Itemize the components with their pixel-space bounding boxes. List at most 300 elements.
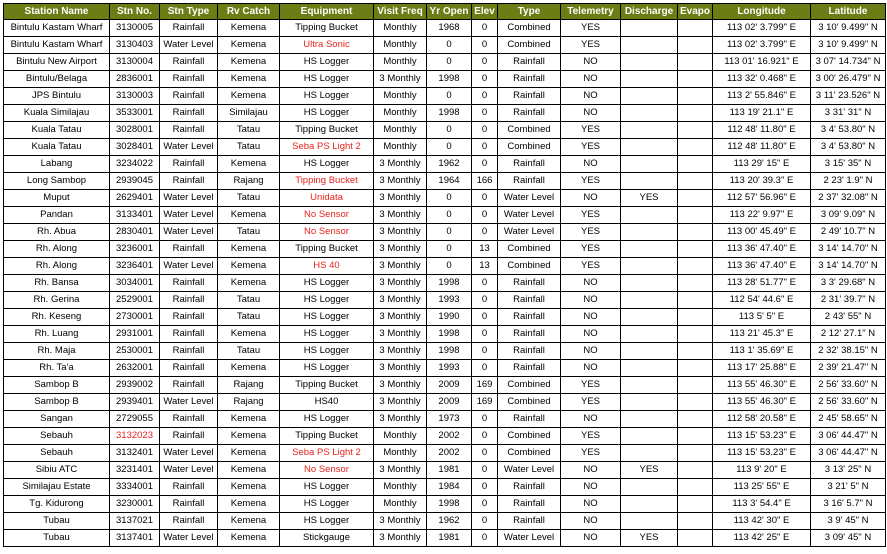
cell-elev: 0 [472,139,498,156]
cell-stn-type: Water Level [160,462,218,479]
cell-discharge: YES [621,190,678,207]
cell-type: Combined [498,122,561,139]
cell-station-name: Similajau Estate [4,479,110,496]
cell-telemetry: NO [561,462,621,479]
cell-evapo [678,326,713,343]
cell-latitude: 3 4' 53.80" N [811,122,886,139]
cell-rv-catch: Kemena [218,71,280,88]
cell-telemetry: NO [561,71,621,88]
cell-discharge [621,88,678,105]
cell-equipment: Ultra Sonic [280,37,374,54]
cell-rv-catch: Kemena [218,241,280,258]
cell-rv-catch: Tatau [218,122,280,139]
cell-visit-freq: 3 Monthly [374,530,427,547]
cell-type: Combined [498,241,561,258]
cell-elev: 0 [472,428,498,445]
cell-stn-type: Rainfall [160,122,218,139]
cell-station-name: Long Sambop [4,173,110,190]
cell-telemetry: NO [561,88,621,105]
cell-stn-no: 2931001 [110,326,160,343]
cell-stn-no: 2629401 [110,190,160,207]
cell-yr-open: 2009 [427,377,472,394]
cell-station-name: Sebauh [4,445,110,462]
cell-latitude: 3 14' 14.70" N [811,241,886,258]
cell-latitude: 3 11' 23.526" N [811,88,886,105]
cell-rv-catch: Tatau [218,190,280,207]
cell-evapo [678,462,713,479]
cell-visit-freq: 3 Monthly [374,513,427,530]
cell-stn-type: Rainfall [160,479,218,496]
cell-station-name: Pandan [4,207,110,224]
cell-rv-catch: Tatau [218,139,280,156]
cell-stn-type: Rainfall [160,513,218,530]
cell-type: Rainfall [498,343,561,360]
cell-rv-catch: Rajang [218,377,280,394]
cell-rv-catch: Kemena [218,513,280,530]
cell-elev: 13 [472,258,498,275]
cell-rv-catch: Kemena [218,207,280,224]
cell-equipment: Unidata [280,190,374,207]
column-header-telemetry: Telemetry [561,4,621,20]
cell-telemetry: YES [561,173,621,190]
cell-latitude: 3 14' 14.70" N [811,258,886,275]
cell-yr-open: 1998 [427,496,472,513]
cell-stn-no: 2939401 [110,394,160,411]
cell-latitude: 2 12' 27.1" N [811,326,886,343]
cell-stn-type: Rainfall [160,71,218,88]
cell-telemetry: YES [561,377,621,394]
table-header-row [4,4,886,20]
cell-equipment: HS Logger [280,496,374,513]
table-row [4,275,886,292]
cell-station-name: Kuala Tatau [4,139,110,156]
table-row [4,513,886,530]
cell-rv-catch: Tatau [218,343,280,360]
cell-telemetry: YES [561,258,621,275]
cell-station-name: Sambop B [4,377,110,394]
cell-station-name: Bintulu New Airport [4,54,110,71]
cell-stn-type: Rainfall [160,275,218,292]
cell-yr-open: 1998 [427,275,472,292]
cell-evapo [678,394,713,411]
cell-stn-no: 3133401 [110,207,160,224]
cell-visit-freq: Monthly [374,88,427,105]
cell-longitude: 113 42' 25" E [713,530,811,547]
cell-type: Combined [498,377,561,394]
cell-visit-freq: 3 Monthly [374,258,427,275]
cell-evapo [678,207,713,224]
cell-longitude: 112 58' 20.58" E [713,411,811,428]
cell-stn-no: 3230001 [110,496,160,513]
cell-latitude: 3 4' 53.80" N [811,139,886,156]
cell-longitude: 113 17' 25.88" E [713,360,811,377]
cell-type: Combined [498,139,561,156]
cell-elev: 0 [472,479,498,496]
column-header-longitude: Longitude [713,4,811,20]
table-body [4,20,886,547]
cell-latitude: 3 00' 26.479" N [811,71,886,88]
cell-longitude: 113 32' 0.468" E [713,71,811,88]
cell-visit-freq: 3 Monthly [374,156,427,173]
cell-station-name: Muput [4,190,110,207]
cell-evapo [678,530,713,547]
cell-visit-freq: 3 Monthly [374,309,427,326]
cell-visit-freq: 3 Monthly [374,207,427,224]
table-row [4,530,886,547]
cell-longitude: 113 36' 47.40" E [713,258,811,275]
cell-elev: 0 [472,88,498,105]
cell-longitude: 113 9' 20" E [713,462,811,479]
cell-latitude: 3 3' 29.68" N [811,275,886,292]
cell-stn-type: Water Level [160,207,218,224]
cell-elev: 0 [472,462,498,479]
cell-station-name: Rh. Ta'a [4,360,110,377]
cell-evapo [678,173,713,190]
cell-telemetry: YES [561,224,621,241]
cell-equipment: HS Logger [280,54,374,71]
cell-stn-no: 2530001 [110,343,160,360]
cell-longitude: 113 02' 3.799" E [713,37,811,54]
cell-evapo [678,156,713,173]
cell-stn-no: 3231401 [110,462,160,479]
cell-yr-open: 1962 [427,513,472,530]
cell-latitude: 2 23' 1.9" N [811,173,886,190]
cell-stn-no: 2836001 [110,71,160,88]
table-row [4,258,886,275]
cell-latitude: 2 43' 55" N [811,309,886,326]
cell-discharge [621,20,678,37]
cell-latitude: 3 9' 45" N [811,513,886,530]
cell-evapo [678,275,713,292]
cell-discharge [621,479,678,496]
cell-telemetry: YES [561,241,621,258]
cell-discharge [621,428,678,445]
table-row [4,462,886,479]
cell-stn-no: 2529001 [110,292,160,309]
cell-telemetry: YES [561,20,621,37]
cell-elev: 0 [472,275,498,292]
cell-telemetry: NO [561,513,621,530]
table-row [4,139,886,156]
cell-stn-no: 3034001 [110,275,160,292]
cell-discharge [621,241,678,258]
cell-rv-catch: Kemena [218,156,280,173]
cell-equipment: Seba PS Light 2 [280,445,374,462]
cell-telemetry: NO [561,190,621,207]
cell-longitude: 113 1' 35.69" E [713,343,811,360]
cell-stn-no: 2632001 [110,360,160,377]
cell-discharge [621,105,678,122]
cell-stn-type: Rainfall [160,105,218,122]
cell-elev: 169 [472,377,498,394]
cell-latitude: 3 16' 5.7" N [811,496,886,513]
cell-discharge [621,513,678,530]
cell-equipment: HS Logger [280,309,374,326]
cell-station-name: Rh. Keseng [4,309,110,326]
cell-equipment: Tipping Bucket [280,173,374,190]
cell-type: Rainfall [498,326,561,343]
cell-stn-no: 3132401 [110,445,160,462]
cell-evapo [678,360,713,377]
cell-station-name: Rh. Abua [4,224,110,241]
cell-stn-no: 3236001 [110,241,160,258]
cell-rv-catch: Tatau [218,224,280,241]
cell-stn-type: Rainfall [160,428,218,445]
cell-stn-no: 3130004 [110,54,160,71]
table-row [4,105,886,122]
table-row [4,37,886,54]
cell-yr-open: 1993 [427,292,472,309]
cell-yr-open: 0 [427,241,472,258]
cell-latitude: 3 09' 45" N [811,530,886,547]
cell-visit-freq: 3 Monthly [374,292,427,309]
cell-type: Rainfall [498,71,561,88]
cell-telemetry: NO [561,326,621,343]
cell-type: Combined [498,20,561,37]
table-row [4,326,886,343]
table-row [4,343,886,360]
cell-yr-open: 1993 [427,360,472,377]
cell-type: Combined [498,394,561,411]
cell-longitude: 113 29' 15" E [713,156,811,173]
cell-longitude: 112 48' 11.80" E [713,139,811,156]
cell-discharge [621,224,678,241]
table-row [4,241,886,258]
cell-telemetry: NO [561,156,621,173]
cell-stn-no: 3130003 [110,88,160,105]
cell-yr-open: 1998 [427,105,472,122]
cell-evapo [678,445,713,462]
cell-elev: 166 [472,173,498,190]
cell-yr-open: 1964 [427,173,472,190]
column-header-rv-catch: Rv Catch [218,4,280,20]
cell-rv-catch: Tatau [218,292,280,309]
cell-stn-type: Rainfall [160,411,218,428]
cell-yr-open: 0 [427,190,472,207]
cell-elev: 0 [472,445,498,462]
column-header-evapo: Evapo [678,4,713,20]
cell-stn-type: Rainfall [160,496,218,513]
cell-latitude: 3 06' 44.47" N [811,445,886,462]
cell-discharge [621,258,678,275]
cell-visit-freq: Monthly [374,428,427,445]
column-header-type: Type [498,4,561,20]
table-row [4,20,886,37]
cell-discharge: YES [621,462,678,479]
cell-station-name: Rh. Bansa [4,275,110,292]
table-row [4,479,886,496]
cell-rv-catch: Kemena [218,445,280,462]
cell-yr-open: 2009 [427,394,472,411]
column-header-equipment: Equipment [280,4,374,20]
cell-discharge [621,394,678,411]
cell-rv-catch: Rajang [218,394,280,411]
cell-yr-open: 0 [427,88,472,105]
cell-longitude: 113 19' 21.1" E [713,105,811,122]
cell-stn-type: Water Level [160,37,218,54]
cell-stn-no: 2830401 [110,224,160,241]
cell-elev: 0 [472,496,498,513]
cell-discharge [621,37,678,54]
cell-latitude: 2 37' 32.08" N [811,190,886,207]
cell-discharge [621,71,678,88]
table-row [4,445,886,462]
cell-yr-open: 0 [427,37,472,54]
cell-visit-freq: Monthly [374,105,427,122]
cell-latitude: 3 31' 31" N [811,105,886,122]
cell-longitude: 113 20' 39.3" E [713,173,811,190]
cell-stn-type: Rainfall [160,54,218,71]
cell-stn-type: Rainfall [160,156,218,173]
cell-rv-catch: Kemena [218,530,280,547]
cell-evapo [678,71,713,88]
cell-rv-catch: Kemena [218,54,280,71]
cell-evapo [678,190,713,207]
cell-evapo [678,20,713,37]
cell-type: Combined [498,428,561,445]
table-row [4,309,886,326]
cell-visit-freq: Monthly [374,37,427,54]
cell-elev: 0 [472,122,498,139]
cell-rv-catch: Kemena [218,496,280,513]
cell-yr-open: 1968 [427,20,472,37]
cell-elev: 0 [472,54,498,71]
cell-telemetry: YES [561,428,621,445]
cell-visit-freq: 3 Monthly [374,411,427,428]
cell-stn-no: 3236401 [110,258,160,275]
cell-equipment: Tipping Bucket [280,241,374,258]
cell-visit-freq: 3 Monthly [374,462,427,479]
cell-station-name: Bintulu/Belaga [4,71,110,88]
cell-equipment: No Sensor [280,462,374,479]
cell-stn-type: Rainfall [160,377,218,394]
cell-visit-freq: Monthly [374,122,427,139]
cell-discharge [621,309,678,326]
cell-telemetry: YES [561,139,621,156]
cell-evapo [678,292,713,309]
cell-stn-no: 2730001 [110,309,160,326]
cell-latitude: 3 21' 5" N [811,479,886,496]
cell-visit-freq: 3 Monthly [374,275,427,292]
cell-evapo [678,241,713,258]
cell-station-name: Kuala Similajau [4,105,110,122]
cell-type: Combined [498,445,561,462]
cell-latitude: 2 49' 10.7" N [811,224,886,241]
cell-longitude: 113 21' 45.3" E [713,326,811,343]
cell-rv-catch: Kemena [218,360,280,377]
cell-visit-freq: Monthly [374,479,427,496]
cell-rv-catch: Kemena [218,275,280,292]
cell-telemetry: YES [561,122,621,139]
cell-longitude: 113 55' 46.30" E [713,377,811,394]
cell-evapo [678,105,713,122]
cell-yr-open: 1984 [427,479,472,496]
column-header-discharge: Discharge [621,4,678,20]
cell-yr-open: 0 [427,122,472,139]
cell-equipment: No Sensor [280,207,374,224]
cell-type: Water Level [498,224,561,241]
cell-type: Rainfall [498,411,561,428]
cell-stn-no: 3130403 [110,37,160,54]
cell-equipment: Seba PS Light 2 [280,139,374,156]
cell-latitude: 2 39' 21.47" N [811,360,886,377]
cell-stn-type: Rainfall [160,173,218,190]
cell-equipment: Tipping Bucket [280,377,374,394]
cell-latitude: 2 31' 39.7" N [811,292,886,309]
cell-equipment: HS40 [280,394,374,411]
table-row [4,377,886,394]
cell-station-name: Rh. Maja [4,343,110,360]
cell-telemetry: NO [561,292,621,309]
cell-stn-no: 3533001 [110,105,160,122]
cell-elev: 0 [472,71,498,88]
cell-discharge [621,122,678,139]
cell-rv-catch: Kemena [218,258,280,275]
cell-longitude: 113 02' 3.799" E [713,20,811,37]
cell-yr-open: 2002 [427,445,472,462]
cell-visit-freq: 3 Monthly [374,377,427,394]
cell-telemetry: NO [561,411,621,428]
cell-type: Rainfall [498,156,561,173]
cell-stn-type: Rainfall [160,88,218,105]
cell-evapo [678,496,713,513]
cell-type: Water Level [498,530,561,547]
cell-latitude: 3 13' 25" N [811,462,886,479]
cell-discharge [621,54,678,71]
cell-station-name: Rh. Along [4,241,110,258]
cell-latitude: 3 09' 9.09" N [811,207,886,224]
cell-equipment: HS Logger [280,326,374,343]
cell-discharge [621,156,678,173]
cell-evapo [678,54,713,71]
cell-visit-freq: 3 Monthly [374,360,427,377]
cell-yr-open: 1998 [427,343,472,360]
cell-type: Combined [498,258,561,275]
column-header-visit-freq: Visit Freq [374,4,427,20]
cell-station-name: Sebauh [4,428,110,445]
cell-evapo [678,122,713,139]
cell-longitude: 113 00' 45.49" E [713,224,811,241]
cell-elev: 0 [472,156,498,173]
cell-stn-type: Rainfall [160,292,218,309]
table-row [4,394,886,411]
cell-telemetry: YES [561,445,621,462]
cell-longitude: 112 57' 56.96" E [713,190,811,207]
cell-stn-no: 3028001 [110,122,160,139]
cell-visit-freq: Monthly [374,496,427,513]
cell-telemetry: NO [561,479,621,496]
cell-equipment: HS Logger [280,275,374,292]
cell-type: Rainfall [498,479,561,496]
cell-type: Combined [498,37,561,54]
cell-longitude: 113 42' 30" E [713,513,811,530]
table-row [4,88,886,105]
cell-discharge [621,496,678,513]
cell-longitude: 113 28' 51.77" E [713,275,811,292]
cell-station-name: Sambop B [4,394,110,411]
cell-yr-open: 2002 [427,428,472,445]
cell-stn-no: 3234022 [110,156,160,173]
cell-rv-catch: Kemena [218,20,280,37]
cell-telemetry: NO [561,275,621,292]
table-row [4,173,886,190]
cell-elev: 0 [472,224,498,241]
table-row [4,411,886,428]
cell-elev: 0 [472,343,498,360]
cell-equipment: HS Logger [280,411,374,428]
cell-visit-freq: 3 Monthly [374,343,427,360]
cell-station-name: Bintulu Kastam Wharf [4,37,110,54]
